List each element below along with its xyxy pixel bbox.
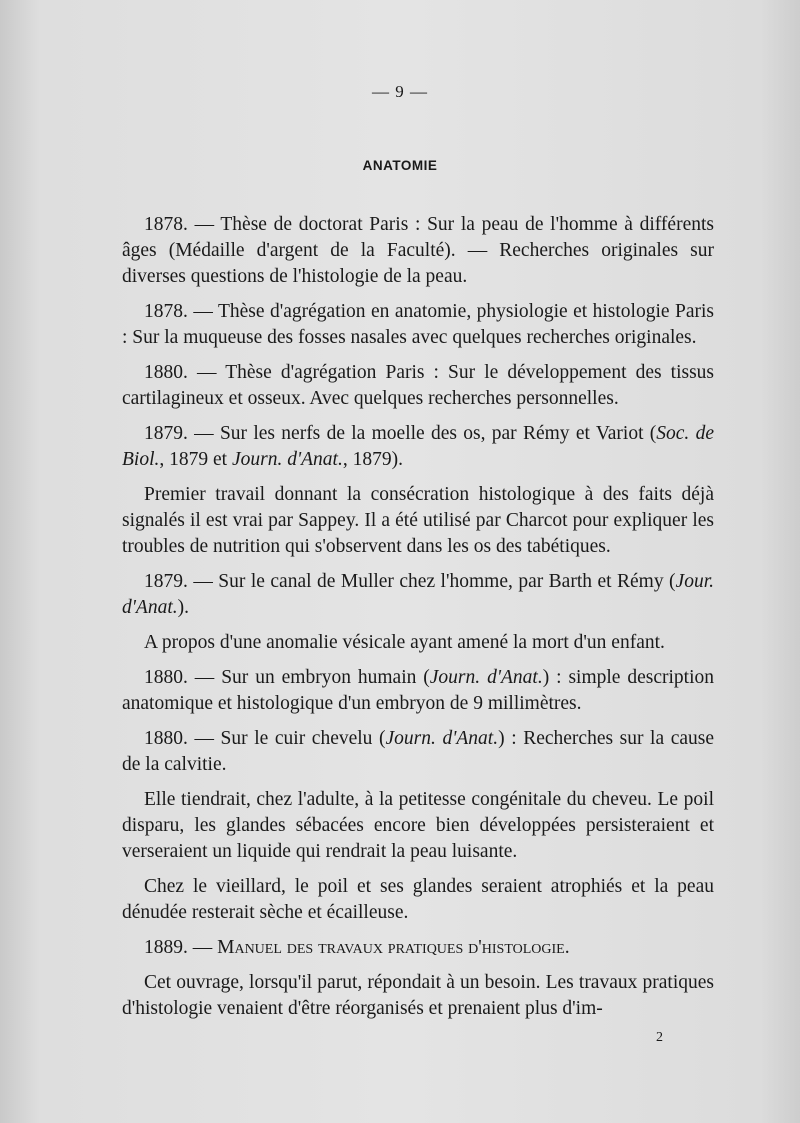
entry-paragraph: 1880. — Sur un embryon humain (Journ. d'Anat.) : simple description anatomique et histologique d'un embryon de 9 millimètres. (122, 667, 715, 714)
journal-reference: Journ. d'Anat. (429, 667, 543, 688)
entry-year: 1889. (144, 937, 188, 958)
journal-reference: Soc. de Biol. (122, 423, 715, 470)
commentary-paragraph: Elle tiendrait, chez l'adulte, à la petitesse congénitale du cheveu. Le poil disparu, les glandes sébacées encore bien développées persisteraient et verseraient un liquide qui rendrait la peau luisante. (122, 789, 714, 862)
entry-year: 1880. (144, 728, 188, 749)
journal-reference: Jour. d'Anat. (122, 571, 715, 618)
commentary-paragraph: Premier travail donnant la consécration histologique à des faits déjà signalés il est vrai par Sappey. Il a été utilisé par Charcot pour expliquer les troubles de nutrition qui s'observent dans les os des tabétiques. (122, 484, 714, 557)
commentary-paragraph: A propos d'une anomalie vésicale ayant amené la mort d'un enfant. (144, 632, 665, 653)
entry-year: 1879. (144, 571, 188, 592)
book-title: Manuel des travaux pratiques d'histologie. (217, 937, 570, 958)
commentary-paragraph: Cet ouvrage, lorsqu'il parut, répondait à un besoin. Les travaux pratiques d'histologie venaient d'être réorganisés et prenaient plus d'im- (122, 972, 714, 1019)
journal-reference: Journ. d'Anat. (385, 728, 499, 749)
entry-paragraph: 1879. — Sur le canal de Muller chez l'homme, par Barth et Rémy (Jour. d'Anat.). (122, 571, 715, 618)
commentary-paragraph: Chez le vieillard, le poil et ses glandes seraient atrophiés et la peau dénudée resterait sèche et écailleuse. (122, 876, 714, 923)
entry-paragraph: 1880. — Sur le cuir chevelu (Journ. d'Anat.) : Recherches sur la cause de la calvitie. (122, 728, 715, 775)
entry-year: 1878. (144, 214, 188, 235)
entry-year: 1880. (144, 362, 188, 383)
entry-paragraph: 1879. — Sur les nerfs de la moelle des os, par Rémy et Variot (Soc. de Biol., 1879 et Journ. d'Anat., 1879). (122, 423, 715, 470)
entry-paragraph: 1880. — Thèse d'agrégation Paris : Sur le développement des tissus cartilagineux et osseux. Avec quelques recherches personnelles. (122, 362, 714, 409)
entry-year: 1880. (144, 667, 188, 688)
page-number: — 9 — (372, 82, 428, 101)
entry-paragraph: 1889. — Manuel des travaux pratiques d'histologie. (144, 937, 570, 958)
entry-paragraph: 1878. — Thèse de doctorat Paris : Sur la peau de l'homme à différents âges (Médaille d'argent de la Faculté). — Recherches originales sur diverses questions de l'histologie de la peau. (122, 214, 714, 287)
section-title: ANATOMIE (362, 158, 438, 173)
journal-reference: Journ. d'Anat. (231, 449, 343, 470)
entry-paragraph: 1878. — Thèse d'agrégation en anatomie, physiologie et histologie Paris : Sur la muqueuse des fosses nasales avec quelques recherches originales. (122, 301, 715, 348)
body-text (122, 212, 714, 1031)
entry-year: 1878. (144, 301, 188, 322)
entry-year: 1879. (144, 423, 188, 444)
signature-mark: 2 (656, 1030, 663, 1045)
